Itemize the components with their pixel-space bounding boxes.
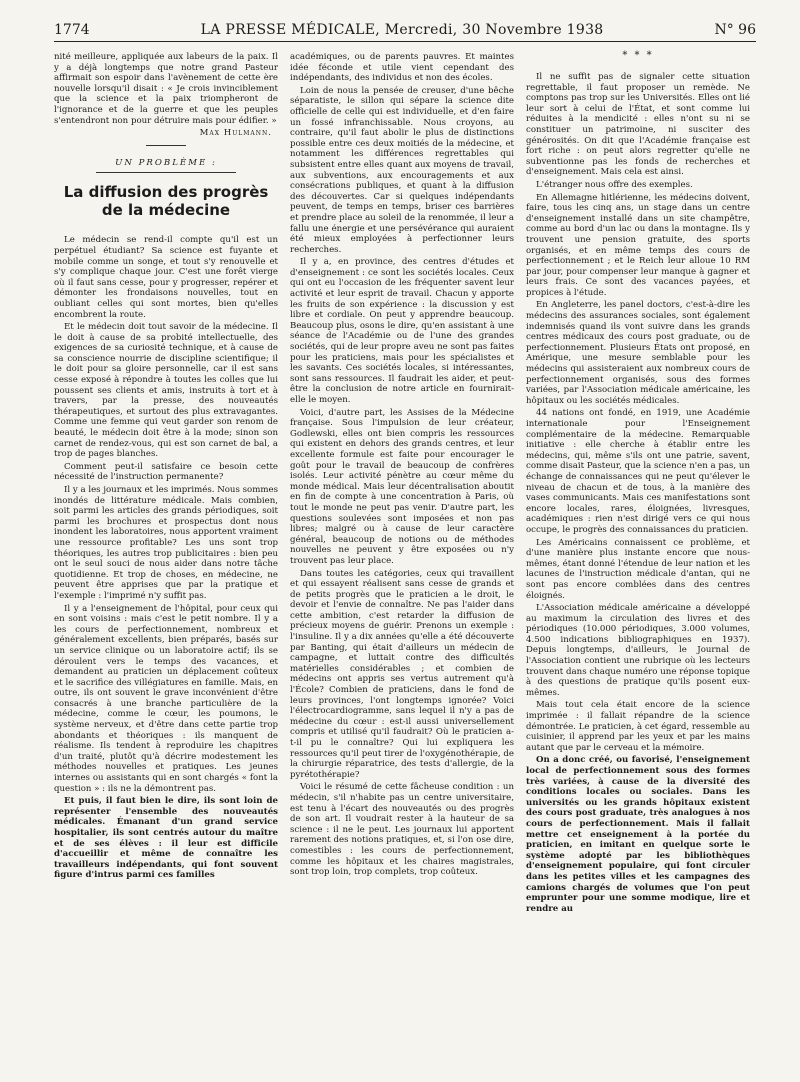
paragraph: Voici le résumé de cette fâcheuse condition : un médecin, s'il n'habite pas un centre universitaire, est tenu à l'écart des nouveautés ou des progrès de son art. Il voudrait rester à la hauteur de sa science : il ne le peut. Les journaux lui apportent rarement des notions pratiques, et, si l'on ose dire, comestibles : les cours de perfectionnement, comme les hôpitaux et les chaires magistrales, sont trop loin, trop complets, trop coûteux. <box>290 782 514 878</box>
paragraph: Il y a, en province, des centres d'études et d'enseignement : ce sont les sociétés locales. Ceux qui ont eu l'occasion de les fréquenter savent leur activité et leur esprit de travail. Chacun y apporte les fruits de son expérience : la discussion y est libre et cordiale. On peut y apprendre beaucoup. Beaucoup plus, osons le dire, qu'en assistant à une séance de l'Académie ou de l'une des grandes sociétés, qui de leur propre aveu ne sont pas faites pour les praticiens, mais pour les spécialistes et les savants. Ces sociétés locales, si intéressantes, sont sans ressources. Il faudrait les aider, et peut-être la conclusion de notre article en fournirait-elle le moyen. <box>290 257 514 405</box>
paragraph: L'Association médicale américaine a développé au maximum la circulation des livres et des périodiques (10.000 périodiques, 3.000 volumes, 4.500 indications bibliographiques en 1937). Depuis longtemps, d'ailleurs, le Journal de l'Association contient une rubrique où les lecteurs trouvent dans chaque numéro une réponse topique à des questions de pratique qu'ils posent eux-mêmes. <box>526 603 750 698</box>
article-columns <box>54 52 756 916</box>
paragraph: Mais tout cela était encore de la science imprimée : il fallait répandre de la science démontrée. Le praticien, à cet égard, ressemble au cuisinier, il apprend par les yeux et par les mains autant que par le cerveau et la mémoire. <box>526 700 750 753</box>
section-asterism: * * * <box>622 50 654 61</box>
paragraph: académiques, ou de parents pauvres. Et maintes idée féconde et utile vient cependant des indépendants, des individus et non des écoles. <box>290 52 514 84</box>
paragraph: En Allemagne hitlérienne, les médecins doivent, faire, tous les cinq ans, un stage dans un centre d'enseignement installé dans un site champêtre, comme au bord d'un lac ou dans la montagne. Ils y trouvent une pension gratuite, des sports organisés, et en même temps des cours de perfectionnement ; et le Reich leur alloue 10 RM par jour, pour compenser leur manque à gagner et leurs frais. Ce sont des vacances payées, et propices à l'étude. <box>526 192 750 298</box>
paragraph: Il y a les journaux et les imprimés. Nous sommes inondés de littérature médicale. Mais combien, soit parmi les articles des grands périodiques, soit parmi les brochures et prospectus dont nous inondent les laboratoires, nous apportent vraiment une ressource profitable? Les uns sont trop théoriques, les autres trop publicitaires : bien peu ont le seul souci de nous aider dans notre tâche quotidienne. Et trop de choses, en médecine, ne peuvent être apprises que par la pratique et l'exemple : l'imprimé n'y suffit pas. <box>54 485 278 601</box>
separator-rule <box>146 145 186 146</box>
paragraph: Dans toutes les catégories, ceux qui travaillent et qui essayent réalisent sans cesse de grands et de petits progrès que le praticien a le droit, le devoir et l'envie de connaître. Ne pas l'aider dans cette ambition, c'est retarder la diffusion de précieux moyens de guérir. Prenons un exemple : l'insuline. Il y a dix années qu'elle a été découverte par Banting, qui était d'ailleurs un médecin de campagne, et luttait contre des difficultés matérielles considérables ; et combien de médecins ont appris ses vertus autrement qu'à l'École? Combien de praticiens, dans le fond de leurs provinces, l'ont longtemps ignorée? Voici l'électrocardiogramme, sans lequel il n'y a pas de médecine du cœur : est-il aussi universellement compris et utilisé qu'il faudrait? Où le praticien a-t-il pu le connaître? Qui lui expliquera les ressources qu'il peut tirer de l'oxygénothérapie, de la chirurgie réparatrice, des tests d'allergie, de la pyrétothérapie? <box>290 568 514 780</box>
column-3 <box>526 52 750 916</box>
author-signature: Max Hulmann. <box>199 128 272 139</box>
paragraph: L'étranger nous offre des exemples. <box>536 179 693 190</box>
title-line-2: de la médecine <box>101 201 231 220</box>
column-2 <box>290 52 514 916</box>
paragraph: Et le médecin doit tout savoir de la médecine. Il le doit à cause de sa probité intellectuelle, des exigences de sa curiosité technique, et à cause de sa conscience nourrie de discipline scientifique; il le doit pour sa gloire personnelle, car il est sans cesse exposé à répondre à toutes les colles que lui poussent ses clients et amis, instruits à tort et à travers, par la presse, des nouveautés thérapeutiques, et surtout des plus extravagantes. Comme une femme qui veut garder son renom de beauté, le médecin doit être à la mode; sinon son carnet de rendez-vous, qui est son carnet de bal, a trop de pages blanches. <box>54 322 278 460</box>
publication-title: LA PRESSE MÉDICALE, Mercredi, 30 Novembre 1938 <box>200 22 604 38</box>
page-number: 1774 <box>54 22 90 38</box>
column-1 <box>54 52 278 916</box>
page-header <box>54 22 756 42</box>
title-line-1: La diffusion des progrès <box>63 183 269 202</box>
paragraph: En Angleterre, les panel doctors, c'est-à-dire les médecins des assurances sociales, sont également indemnisés quand ils vont suivre dans les grands centres médicaux des cours post graduate, ou de perfectionnement. Plusieurs États ont proposé, en Amérique, une mesure semblable pour les médecins qui assisteraient aux nombreux cours de perfectionnement organisés, sous des formes variées, par l'Association médicale américaine, les hôpitaux ou les sociétés médicales. <box>526 300 750 406</box>
paragraph: Et puis, il faut bien le dire, ils sont loin de représenter l'ensemble des nouveautés médicales. Émanant d'un grand service hospitalier, ils sont centrés autour du maître et de ses élèves : il leur est difficile d'accueillir et même de connaître les travailleurs indépendants, qui font souvent figure d'intrus parmi ces familles <box>54 796 278 881</box>
paragraph: Il y a l'enseignement de l'hôpital, pour ceux qui en sont voisins : mais c'est le petit nombre. Il y a les cours de perfectionnement, nombreux et généralement excellents, bien préparés, basés sur un service clinique ou un laboratoire actif; ils se déroulent vers le temps des vacances, et demandent au praticien un déplacement coûteux et le sacrifice des villégiatures en famille. Mais, en outre, ils ont souvent le grave inconvénient d'être consacrés à une branche particulière de la médecine, comme le cœur, les poumons, le système nerveux, et d'être dans cette partie trop abondants et théoriques : ils manquent de réalisme. Ils tendent à reproduire les chapitres d'un traité, plutôt qu'à décrire modestement les méthodes nouvelles et pratiques. Les jeunes internes ou assistants qui en sont chargés « font la question » : ils ne la démontrent pas. <box>54 603 278 794</box>
kicker-underline <box>96 172 236 173</box>
paragraph: Le médecin se rend-il compte qu'il est un perpétuel étudiant? Sa science est fuyante et mobile comme un songe, et tout s'y renouvelle et s'y complique chaque jour. C'est une forêt vierge où il faut sans cesse, pour y progresser, repérer et démonter les frondaisons nouvelles, tout en oubliant celles qui sont mortes, bien qu'elles encombrent la route. <box>54 235 278 320</box>
paragraph: On a donc créé, ou favorisé, l'enseignement local de perfectionnement sous des formes très variées, à cause de la diversité des conditions locales ou sociales. Dans les universités ou les grands hôpitaux existent des cours post graduate, très analogues à nos cours de perfectionnement. Mais il fallait mettre cet enseignement à la portée du praticien, en imitant en quelque sorte le système adopté par les bibliothèques d'enseignement populaire, qui font circuler dans les petites villes et les campagnes des camions chargés de volumes que l'on peut emprunter pour une somme modique, lire et rendre au <box>526 755 750 914</box>
previous-article-ending: nité meilleure, appliquée aux labeurs de la paix. Il y a déjà longtemps que notre grand Pasteur affirmait son espoir dans l'avènement de cette ère nouvelle lorsqu'il disait : « Je crois invinciblement que la science et la paix triompheront de l'ignorance et de la guerre et que les peuples s'entendront non pour détruire mais pour édifier. » <box>54 52 278 126</box>
paragraph: 44 nations ont fondé, en 1919, une Académie internationale pour l'Enseignement complémentaire de la médecine. Remarquable initiative : elle cherche à établir entre les médecins, qui, même s'ils ont une patrie, savent, comme disait Pasteur, que la science n'en a pas, un échange de connaissances qui ne peut qu'élever le niveau de chacun et de tous, à la manière des vases communicants. Mais ces manifestations sont encore locales, rares, éloignées, livresques, académiques : rien n'est dirigé vers ce qui nous occupe, le progrès des connaissances du praticien. <box>526 408 750 535</box>
issue-number: N° 96 <box>714 22 756 38</box>
paragraph: Il ne suffit pas de signaler cette situation regrettable, il faut proposer un remède. Ne comptons pas trop sur les Universités. Elles ont lié leur sort à celui de l'État, et sont comme lui réduites à la mendicité : elles n'ont su ni se constituer un patrimoine, ni susciter des générosités. On dit que l'Académie française est fort riche : on peut alors regretter qu'elle ne subventionne pas les fonds de recherches et d'enseignement. Mais cela est ainsi. <box>526 72 750 178</box>
paragraph: Voici, d'autre part, les Assises de la Médecine française. Sous l'impulsion de leur créateur, Godlewski, elles ont bien compris les ressources qui existent en dehors des grands centres, et leur excellente formule est faite pour encourager le goût pour le travail de beaucoup de confrères isolés. Leur activité pénètre au cœur même du monde médical. Mais leur décentralisation aboutit en fin de compte à une concentration à Paris, où tout le monde ne peut pas venir. D'autre part, les questions soulevées sont imposées et non pas libres; malgré ou à cause de leur caractère général, beaucoup de notions ou de méthodes nouvelles ne peuvent y être exposées ou n'y trouvent pas leur place. <box>290 407 514 566</box>
paragraph: Comment peut-il satisfaire ce besoin cette nécessité de l'instruction permanente? <box>54 461 278 483</box>
paragraph: Loin de nous la pensée de creuser, d'une bêche séparatiste, le sillon qui sépare la science dite officielle de celle qui est individuelle, et d'en faire un fossé infranchissable. Nous croyons, au contraire, qu'il faut abolir le plus de distinctions possible entre ces deux moitiés de la médecine, et notamment les différences regrettables qui subsistent entre elles quant aux moyens de travail, aux subventions, aux encouragements et aux consécrations publiques, et quant à la diffusion des découvertes. Car si quelques indépendants peuvent, de temps en temps, briser ces barrières et prendre place au soleil de la renommée, il leur a fallu une énergie et une persévérance qui auraient été mieux employées à perfectionner leurs recherches. <box>290 85 514 255</box>
article-kicker: UN PROBLÈME : <box>115 157 217 168</box>
paragraph: Les Américains connaissent ce problème, et d'une manière plus instante encore que nous-mêmes, étant donné l'étendue de leur nation et les lacunes de l'instruction médicale d'antan, qui ne sont pas encore comblées dans des centres éloignés. <box>526 537 750 601</box>
article-title <box>54 183 278 219</box>
